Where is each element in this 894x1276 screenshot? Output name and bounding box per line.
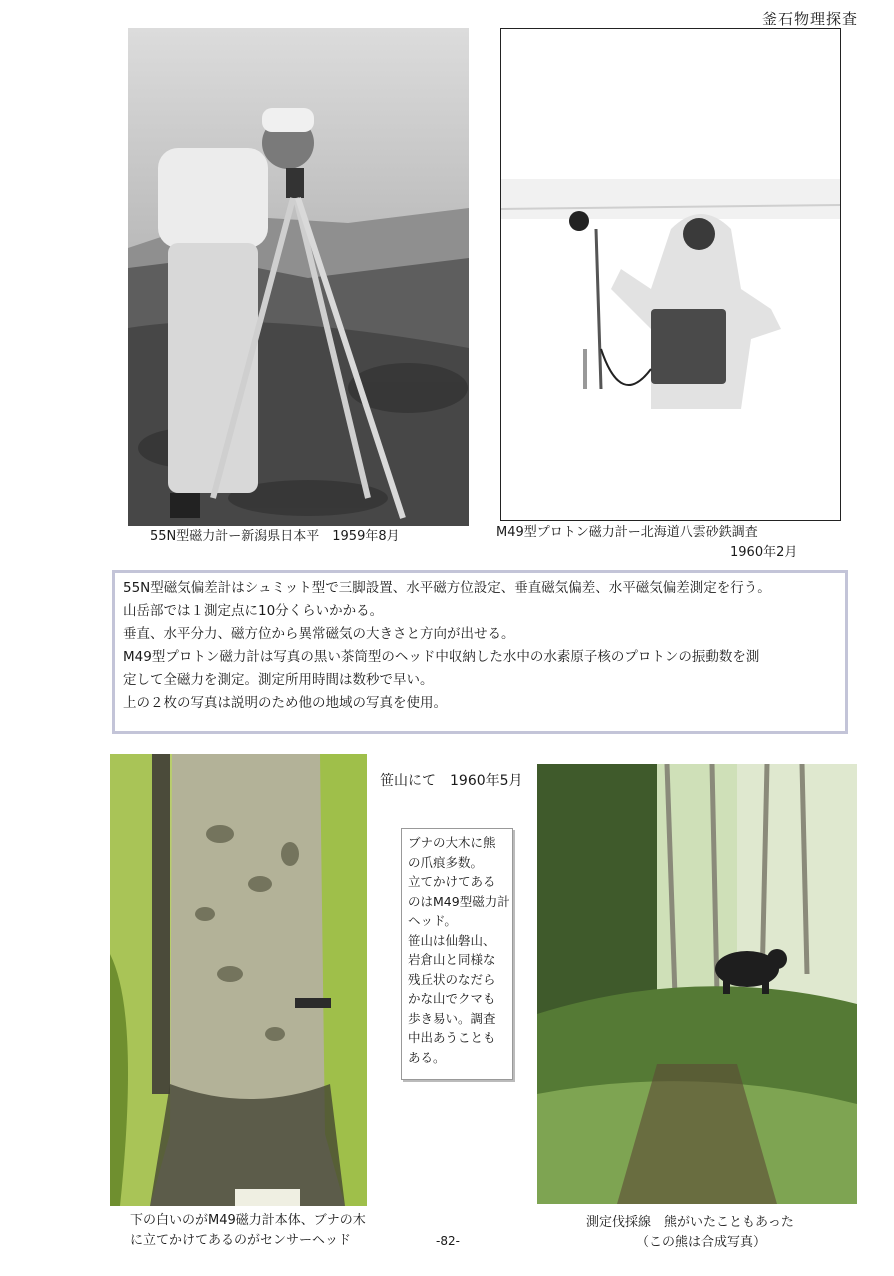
photo2-caption-line1: M49型プロトン磁力計ー北海道八雲砂鉄調査: [496, 525, 758, 540]
description-line: 定して全磁力を測定。測定所用時間は数秒で早い。: [123, 672, 434, 688]
note-line: ブナの大木に熊: [408, 835, 496, 850]
photo2-caption-line2: 1960年2月: [730, 545, 798, 560]
description-box: [112, 570, 848, 734]
note-line: のはM49型磁力計: [408, 893, 510, 909]
note-line: ある。: [408, 1049, 446, 1065]
description-line: 垂直、水平分力、磁方位から異常磁気の大きさと方向が出せる。: [123, 626, 515, 642]
photo-survey-line-bear: [537, 764, 857, 1204]
photo1-caption: 55N型磁力計ー新潟県日本平 1959年8月: [150, 529, 400, 544]
page-header-title: 釜石物理探査: [761, 10, 858, 28]
note-line: 残丘状のなだら: [408, 971, 496, 987]
photo-beech-tree-bear-marks: [110, 754, 367, 1206]
photo3-caption-line1: 下の白いのがM49磁力計本体、ブナの木: [130, 1213, 366, 1228]
photo3-caption-line2: に立てかけてあるのがセンサーヘッド: [130, 1233, 352, 1248]
note-line: かな山でクマも: [408, 991, 496, 1006]
note-box: [401, 828, 513, 1080]
photo4-caption-line1: 測定伐採線 熊がいたこともあった: [586, 1215, 794, 1230]
description-line: 山岳部では１測定点に10分くらいかかる。: [123, 603, 384, 619]
note-line: ヘッド。: [408, 913, 457, 928]
note-line: 笹山は仙磐山、: [408, 932, 496, 948]
description-line: 上の２枚の写真は説明のため他の地域の写真を使用。: [123, 695, 447, 711]
description-line: M49型プロトン磁力計は写真の黒い茶筒型のヘッド中収納した水中の水素原子核のプロトンの振動数を測: [123, 649, 760, 665]
note-line: 岩倉山と同様な: [408, 952, 496, 967]
photo-magnetometer-tripod: [128, 28, 469, 526]
note-line: 立てかけてある: [408, 874, 496, 889]
description-line: 55N型磁気偏差計はシュミット型で三脚設置、水平磁方位設定、垂直磁気偏差、水平磁気偏差測定を行う。: [123, 580, 771, 596]
location-date-label: 笹山にて 1960年5月: [380, 773, 523, 789]
photo-proton-magnetometer-snow: [501, 29, 840, 520]
page-number: -82-: [436, 1234, 460, 1248]
note-line: 歩き易い。調査: [408, 1010, 496, 1026]
photo4-caption-line2: （この熊は合成写真）: [636, 1235, 767, 1250]
note-line: の爪痕多数。: [408, 854, 484, 870]
note-line: 中出あうことも: [408, 1030, 496, 1045]
